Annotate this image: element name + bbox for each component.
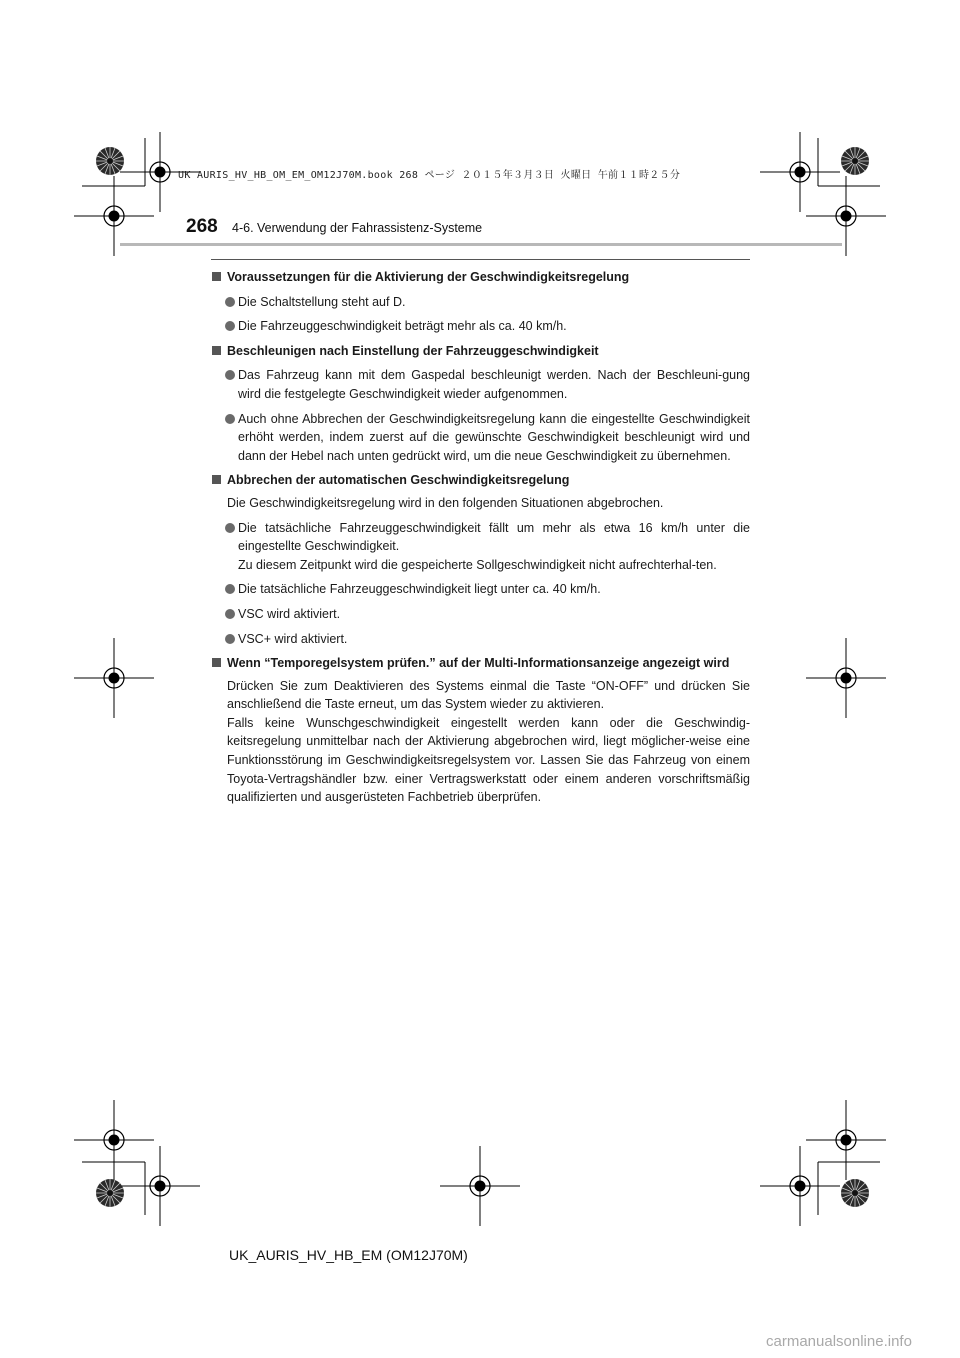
print-info-line: UK AURIS_HV_HB_OM_EM_OM12J70M.book 268 ページ ２０１５年３月３日 火曜日 午前１１時２５分: [178, 170, 681, 181]
list-item-text: Auch ohne Abbrechen der Geschwindigkeitsregelung kann die eingestellte Geschwindigkeit erhöht werden, indem zuerst auf die gewünschte Geschwindigkeit beschleunigt wird und dann der Hebel nach unten gedrückt wird, um die neue Geschwindigkeit zu übernehmen.: [238, 411, 750, 463]
list-item: [211, 519, 750, 575]
square-bullet-icon: [212, 658, 221, 667]
list-item-text: Die tatsächliche Fahrzeuggeschwindigkeit fällt um mehr als etwa 16 km/h unter die eingestellte Geschwindigkeit.: [238, 520, 750, 554]
section-title: 4-6. Verwendung der Fahrassistenz-Systeme: [232, 221, 483, 235]
section-heading-text: Wenn “Temporegelsystem prüfen.” auf der Multi-Informationsanzeige angezeigt wird: [227, 656, 730, 671]
section-heading: [211, 342, 750, 361]
section-heading-text: Abbrechen der automatischen Geschwindigkeitsregelung: [227, 473, 570, 488]
paragraph: Drücken Sie zum Deaktivieren des Systems einmal die Taste “ON-OFF” und drücken Sie anschließend die Taste erneut, um das System wieder zu aktivieren.: [227, 678, 750, 712]
list-item: [211, 605, 750, 624]
section-heading: [211, 268, 750, 287]
list-item-text: Das Fahrzeug kann mit dem Gaspedal beschleunigt werden. Nach der Beschleuni-gung wird die festgelegte Geschwindigkeit wieder aufgenommen.: [238, 368, 750, 401]
list-item-text: VSC+ wird aktiviert.: [238, 631, 348, 646]
list-item: [211, 317, 750, 336]
list-item-text: Die Fahrzeuggeschwindigkeit beträgt mehr als ca. 40 km/h.: [238, 319, 567, 334]
square-bullet-icon: [212, 272, 221, 281]
section-heading-text: Voraussetzungen für die Aktivierung der Geschwindigkeitsregelung: [227, 270, 630, 284]
square-bullet-icon: [212, 475, 221, 484]
square-bullet-icon: [212, 346, 221, 355]
watermark-text: carmanualsonline.info: [766, 1333, 912, 1350]
list-item-text: Die Schaltstellung steht auf D.: [238, 294, 406, 309]
page-content: [211, 268, 750, 807]
round-bullet-icon: [225, 370, 235, 380]
round-bullet-icon: [225, 414, 235, 424]
list-item-text: Die tatsächliche Fahrzeuggeschwindigkeit liegt unter ca. 40 km/h.: [238, 582, 601, 597]
header-divider: [120, 243, 842, 246]
footer-manual-code: UK_AURIS_HV_HB_EM (OM12J70M): [229, 1247, 468, 1263]
section-heading-text: Beschleunigen nach Einstellung der Fahrzeuggeschwindigkeit: [227, 343, 599, 358]
round-bullet-icon: [225, 297, 235, 307]
section-heading: [211, 471, 750, 490]
list-item: [211, 410, 750, 466]
round-bullet-icon: [225, 523, 235, 533]
section-heading: [211, 654, 750, 673]
content-top-rule: [211, 259, 750, 260]
round-bullet-icon: [225, 584, 235, 594]
paragraph: Falls keine Wunschgeschwindigkeit eingestellt werden kann oder die Geschwindig-keitsregelung unmittelbar nach der Aktivierung abgebrochen wird, liegt möglicher-weise eine Funktionsstörung im Geschwindigkeitsregelsystem vor. Lassen Sie das Fahrzeug von einem Toyota-Vertragshändler bzw. einer Vertragswerkstatt oder einem anderen vorschriftsmäßig qualifizierten und ausgerüsteten Fachbetrieb überprüfen.: [227, 715, 750, 805]
page-number: 268: [186, 216, 218, 237]
round-bullet-icon: [225, 321, 235, 331]
round-bullet-icon: [225, 634, 235, 644]
list-item: [211, 580, 750, 599]
round-bullet-icon: [225, 609, 235, 619]
list-item-note: Zu diesem Zeitpunkt wird die gespeicherte Sollgeschwindigkeit nicht aufrechterhal-ten.: [238, 557, 717, 572]
section-intro: Die Geschwindigkeitsregelung wird in den folgenden Situationen abgebrochen.: [227, 495, 664, 510]
list-item: [211, 366, 750, 403]
list-item-text: VSC wird aktiviert.: [238, 606, 341, 621]
list-item: [211, 293, 750, 312]
list-item: [211, 630, 750, 649]
